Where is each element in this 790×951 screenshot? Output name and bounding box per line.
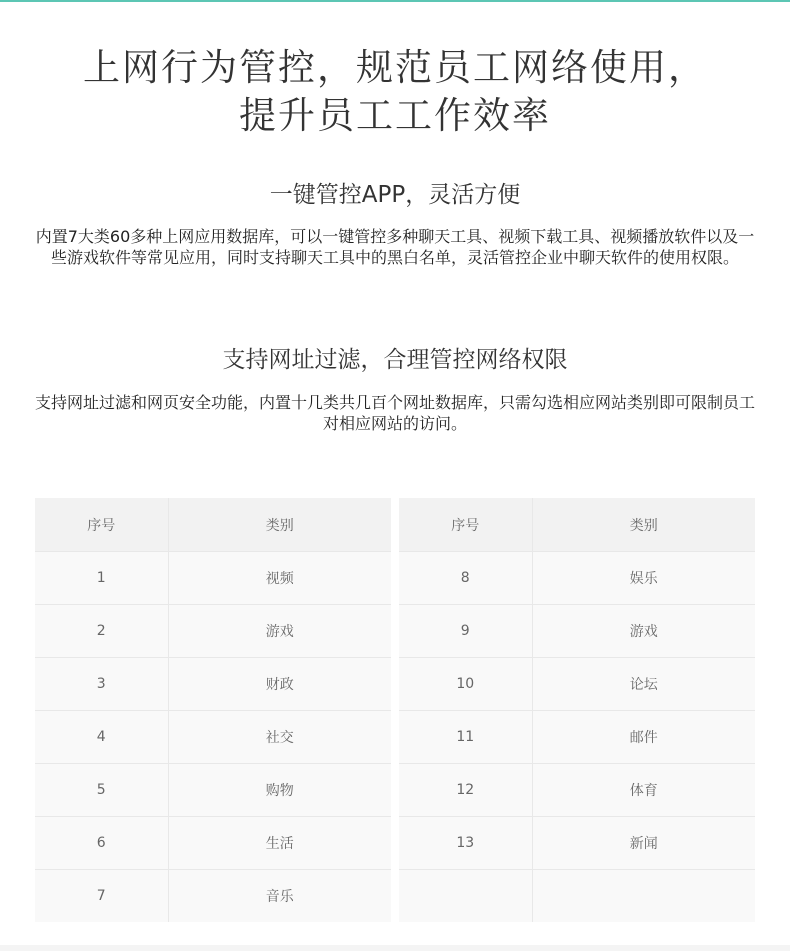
row-number: 5 xyxy=(35,764,168,817)
column-header-category: 类别 xyxy=(532,498,755,552)
row-number: 1 xyxy=(35,552,168,605)
row-number: 3 xyxy=(35,658,168,711)
section-url-filter-title: 支持网址过滤，合理管控网络权限 xyxy=(222,347,568,373)
table-row xyxy=(35,817,391,870)
bottom-divider xyxy=(0,945,790,951)
column-header-category: 类别 xyxy=(168,498,391,552)
row-category: 游戏 xyxy=(168,605,391,658)
row-number: 11 xyxy=(399,711,532,764)
row-category: 音乐 xyxy=(168,870,391,923)
category-table-left xyxy=(35,498,391,922)
category-table-right xyxy=(399,498,755,922)
page-title-line-1: 上网行为管控，规范员工网络使用， xyxy=(83,46,707,89)
row-category: 财政 xyxy=(168,658,391,711)
row-number: 10 xyxy=(399,658,532,711)
row-number: 7 xyxy=(35,870,168,923)
row-category: 邮件 xyxy=(532,711,755,764)
table-row xyxy=(399,711,755,764)
table-row xyxy=(35,870,391,923)
table-row xyxy=(35,552,391,605)
row-number: 9 xyxy=(399,605,532,658)
row-category: 社交 xyxy=(168,711,391,764)
column-header-number: 序号 xyxy=(399,498,532,552)
row-category: 购物 xyxy=(168,764,391,817)
table-header-row xyxy=(35,498,391,552)
row-category: 娱乐 xyxy=(532,552,755,605)
table-row xyxy=(35,711,391,764)
row-number: 12 xyxy=(399,764,532,817)
table-row-empty xyxy=(399,870,755,923)
row-category xyxy=(532,870,755,923)
page-title-line-2: 提升员工工作效率 xyxy=(239,94,551,137)
section-url-filter-description: 支持网址过滤和网页安全功能，内置十几类共几百个网址数据库，只需勾选相应网站类别即可限制员工对相应网站的访问。 xyxy=(34,393,755,433)
row-number: 13 xyxy=(399,817,532,870)
column-header-number: 序号 xyxy=(35,498,168,552)
row-category: 生活 xyxy=(168,817,391,870)
row-number xyxy=(399,870,532,923)
table-row xyxy=(35,605,391,658)
top-accent-line xyxy=(0,0,790,2)
table-row xyxy=(399,658,755,711)
table-row xyxy=(399,552,755,605)
row-category: 视频 xyxy=(168,552,391,605)
row-category: 论坛 xyxy=(532,658,755,711)
row-number: 2 xyxy=(35,605,168,658)
section-app-control-title: 一键管控APP，灵活方便 xyxy=(269,182,521,208)
section-app-control-description: 内置7大类60多种上网应用数据库，可以一键管控多种聊天工具、视频下载工具、视频播放软件以及一些游戏软件等常见应用，同时支持聊天工具中的黑白名单，灵活管控企业中聊天软件的使用权限。 xyxy=(35,227,755,267)
table-row xyxy=(399,764,755,817)
table-row xyxy=(399,605,755,658)
row-category: 新闻 xyxy=(532,817,755,870)
row-category: 体育 xyxy=(532,764,755,817)
row-number: 6 xyxy=(35,817,168,870)
row-category: 游戏 xyxy=(532,605,755,658)
table-row xyxy=(35,764,391,817)
table-row xyxy=(399,817,755,870)
table-row xyxy=(35,658,391,711)
table-header-row xyxy=(399,498,755,552)
row-number: 8 xyxy=(399,552,532,605)
row-number: 4 xyxy=(35,711,168,764)
